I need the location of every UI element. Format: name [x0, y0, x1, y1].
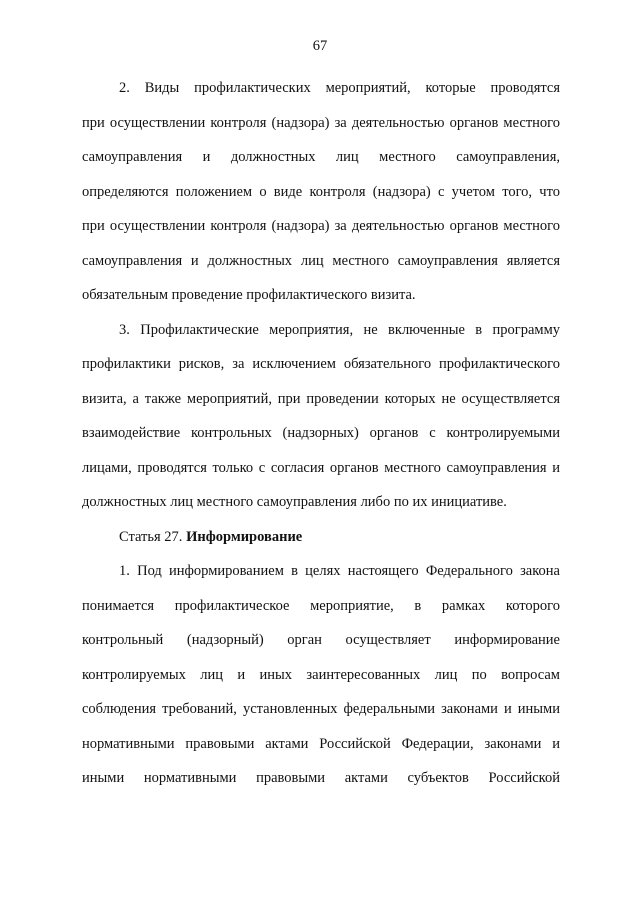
- article-heading: [82, 520, 560, 555]
- article-27-paragraph-1: [82, 554, 560, 796]
- text-line: соблюдения требований, установленных федеральными законами и иными: [82, 701, 560, 717]
- text-line: понимается профилактическое мероприятие, в рамках которого: [82, 597, 560, 614]
- text-line: контрольный (надзорный) орган осуществляет информирование: [82, 632, 560, 648]
- text-line: 1. Под информированием в целях настоящего Федерального закона: [119, 563, 560, 579]
- text-line: визита, а также мероприятий, при проведении которых не осуществляется: [82, 390, 560, 407]
- text-line: профилактики рисков, за исключением обязательного профилактического: [82, 356, 560, 372]
- text-line: иными нормативными правовыми актами субъектов Российской: [82, 770, 560, 786]
- text-line: взаимодействие контрольных (надзорных) органов с контролируемыми: [82, 425, 560, 441]
- text-line: лицами, проводятся только с согласия органов местного самоуправления и: [82, 459, 560, 476]
- text-line: контролируемых лиц и иных заинтересованных лиц по вопросам: [82, 666, 560, 683]
- article-title: Информирование: [186, 528, 303, 545]
- text-line: при осуществлении контроля (надзора) за деятельностью органов местного: [82, 114, 560, 131]
- text-line: при осуществлении контроля (надзора) за деятельностью органов местного: [82, 218, 560, 234]
- paragraph-2: [82, 71, 560, 313]
- page-number: 67: [312, 38, 328, 54]
- article-number: Статья 27.: [119, 528, 187, 545]
- text-line: должностных лиц местного самоуправления либо по их инициативе.: [82, 494, 507, 510]
- paragraph-3: [82, 313, 560, 520]
- text-line: обязательным проведение профилактического визита.: [82, 287, 416, 303]
- text-line: определяются положением о виде контроля (надзора) с учетом того, что: [82, 183, 560, 200]
- text-line: самоуправления и должностных лиц местного самоуправления,: [82, 149, 560, 165]
- text-line: 2. Виды профилактических мероприятий, которые проводятся: [119, 80, 560, 96]
- text-line: 3. Профилактические мероприятия, не включенные в программу: [119, 321, 560, 338]
- text-line: нормативными правовыми актами Российской Федерации, законами и: [82, 735, 560, 752]
- document-body: [82, 71, 560, 796]
- text-line: самоуправления и должностных лиц местного самоуправления является: [82, 252, 560, 269]
